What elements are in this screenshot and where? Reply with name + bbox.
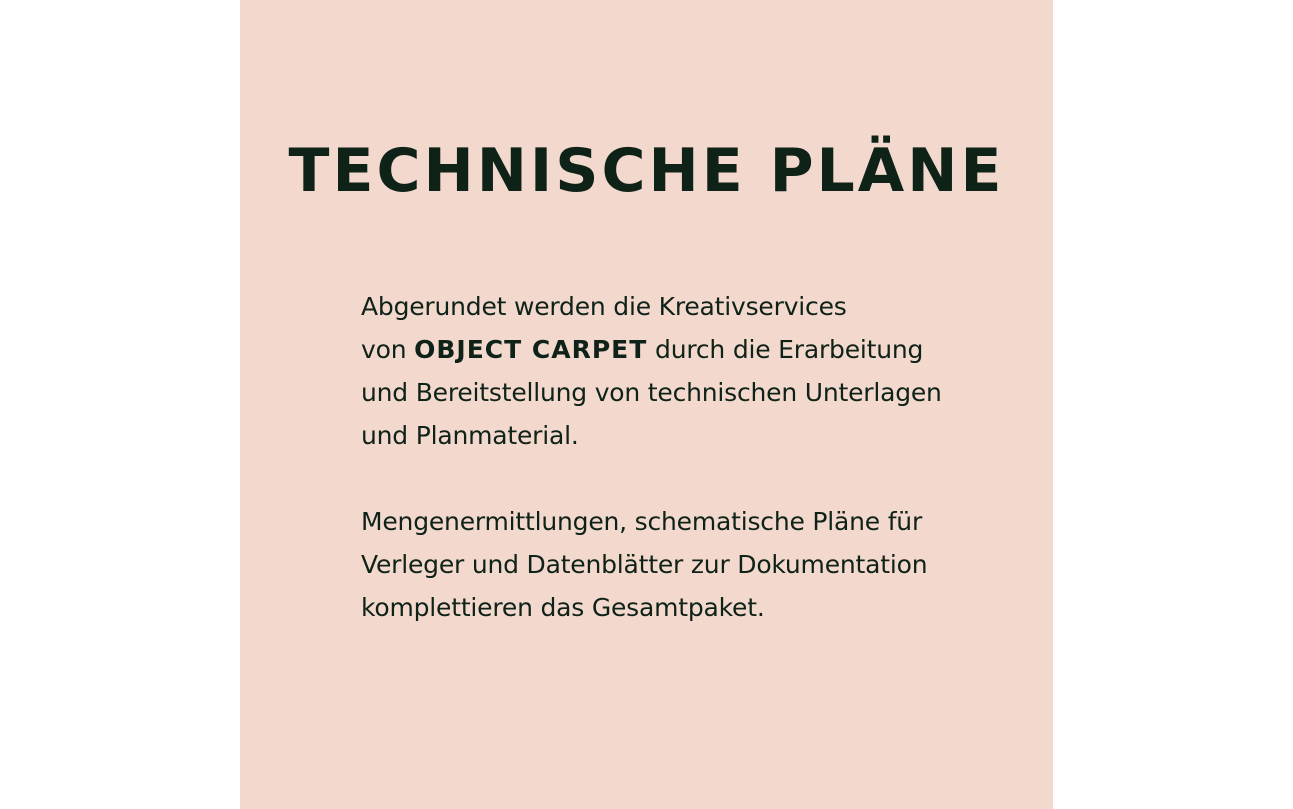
- content-panel: [240, 0, 1053, 809]
- paragraph-details-line-1: Mengenermittlungen, schematische Pläne für: [361, 507, 923, 536]
- paragraph-details-line-3: komplettieren das Gesamtpaket.: [361, 593, 765, 622]
- line-prefix: von: [361, 335, 415, 364]
- paragraph-intro-line-1: Abgerundet werden die Kreativservices: [361, 292, 847, 321]
- paragraph-intro-line-3: und Bereitstellung von technischen Unterlagen: [361, 378, 942, 407]
- paragraph-details-line-2: Verleger und Datenblätter zur Dokumentation: [361, 550, 928, 579]
- line-suffix: durch die Erarbeitung: [647, 335, 924, 364]
- paragraph-intro: [361, 285, 1001, 457]
- page-title: TECHNISCHE PLÄNE: [288, 136, 1005, 206]
- brand-name: OBJECT CARPET: [414, 335, 648, 364]
- body-text: [361, 285, 1001, 629]
- paragraph-intro-line-2: [361, 328, 1001, 371]
- paragraph-intro-line-4: und Planmaterial.: [361, 421, 579, 450]
- paragraph-details: [361, 500, 1001, 629]
